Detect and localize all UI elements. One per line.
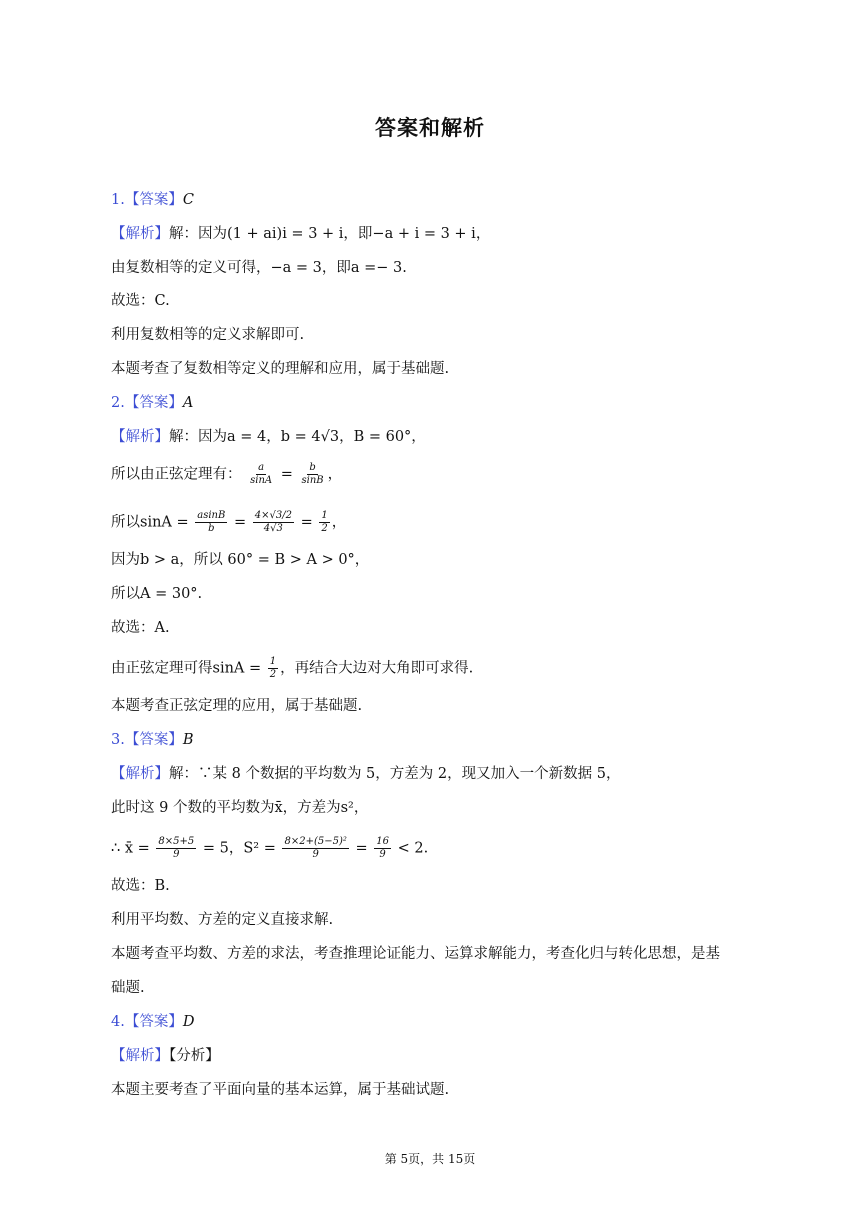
q3-line-4: 故选：B. bbox=[111, 878, 170, 894]
q4-answer-line bbox=[111, 1012, 194, 1032]
fraction-denominator: 9 bbox=[173, 849, 180, 860]
fraction-denominator: b bbox=[208, 523, 215, 534]
q3-l3-middle: = 5，S² = bbox=[202, 840, 276, 857]
q1-answer-line bbox=[111, 190, 194, 210]
punctuation: ， bbox=[327, 466, 343, 483]
fraction bbox=[248, 462, 274, 487]
q2-line-4: 因为b > a，所以 60° = B > A > 0°， bbox=[111, 552, 370, 568]
q3-line-6: 本题考查平均数、方差的求法，考查推理论证能力、运算求解能力，考查化归与转化思想，是基 bbox=[111, 946, 720, 962]
q4-analysis-line bbox=[111, 1046, 220, 1066]
fraction bbox=[319, 510, 329, 535]
q3-line-2: 此时这 9 个数的平均数为x̄，方差为s²， bbox=[111, 800, 369, 816]
q2-l2-prefix: 所以由正弦定理有： bbox=[111, 466, 242, 483]
q1-answer-value: C bbox=[182, 192, 194, 208]
fraction-numerator: 16 bbox=[376, 836, 389, 847]
fraction-denominator: 2 bbox=[269, 669, 277, 680]
page-title: 答案和解析 bbox=[375, 116, 485, 140]
fraction bbox=[253, 510, 294, 535]
q2-line-5: 所以A = 30°. bbox=[111, 586, 203, 602]
fraction-denominator: sinA bbox=[250, 475, 273, 486]
fraction bbox=[268, 656, 278, 681]
q2-line-6: 故选：A. bbox=[111, 620, 170, 636]
q1-line-2: 由复数相等的定义可得，−a = 3，即a =− 3. bbox=[111, 260, 407, 276]
q3-l3-suffix: < 2. bbox=[397, 840, 429, 857]
fraction-denominator: 9 bbox=[312, 849, 319, 860]
q3-answer-value: B bbox=[182, 732, 194, 748]
equals-sign: = bbox=[280, 466, 293, 483]
fraction-denominator: 2 bbox=[321, 523, 328, 534]
fraction-numerator: asinB bbox=[197, 510, 226, 521]
fraction bbox=[299, 462, 325, 487]
q2-answer-line bbox=[111, 393, 193, 413]
q1-analysis-line bbox=[111, 224, 490, 244]
q2-line-2 bbox=[111, 462, 342, 487]
fraction-denominator: 9 bbox=[379, 849, 386, 860]
q2-line-3: 所以sinA = $\frac{asinB}{b}$ = $\frac{4\times√3/2}{4√3}$ = $\frac{1}{2}$ ， bbox=[111, 510, 347, 534]
q1-analysis-tag: 【解析】 bbox=[111, 226, 169, 242]
q2-analysis-tag: 【解析】 bbox=[111, 429, 169, 445]
q2-line-8: 本题考查正弦定理的应用，属于基础题. bbox=[111, 698, 363, 714]
q1-answer-label: 1.【答案】 bbox=[111, 192, 183, 208]
q3-analysis-tag: 【解析】 bbox=[111, 766, 169, 782]
q4-answer-label: 4.【答案】 bbox=[111, 1014, 183, 1030]
q2-answer-value: A bbox=[182, 395, 194, 411]
q1-line-5: 本题考查了复数相等定义的理解和应用，属于基础题. bbox=[111, 361, 450, 377]
fraction-numerator: b bbox=[309, 462, 316, 473]
fraction bbox=[195, 510, 227, 535]
q3-analysis-line bbox=[111, 764, 620, 784]
q3-answer-label: 3.【答案】 bbox=[111, 732, 183, 748]
fraction-denominator: sinB bbox=[301, 475, 324, 486]
fraction-numerator: a bbox=[258, 462, 265, 473]
fraction-denominator: 4√3 bbox=[263, 523, 283, 534]
q2-l3-prefix: 所以sinA = bbox=[111, 514, 189, 531]
q3-line-7: 础题. bbox=[111, 980, 145, 996]
fraction-numerator: 1 bbox=[321, 510, 328, 521]
fraction-numerator: 4×√3/2 bbox=[254, 510, 292, 521]
q2-line-7 bbox=[111, 656, 473, 681]
q1-line-3: 故选：C. bbox=[111, 293, 170, 309]
q2-analysis-line bbox=[111, 427, 426, 447]
fraction-numerator: 8×5+5 bbox=[158, 836, 195, 847]
fraction bbox=[156, 836, 196, 861]
fraction bbox=[282, 836, 348, 861]
q3-l3-prefix: ∴ x̄ = bbox=[111, 840, 150, 857]
page-footer: 第 5页，共 15页 bbox=[384, 1152, 476, 1166]
fraction-numerator: 8×2+(5−5)² bbox=[284, 836, 347, 847]
q4-line-2: 本题主要考查了平面向量的基本运算，属于基础试题. bbox=[111, 1082, 450, 1098]
q3-answer-line bbox=[111, 730, 194, 750]
punctuation: ， bbox=[331, 514, 347, 531]
q2-l7-prefix: 由正弦定理可得sinA = bbox=[111, 660, 262, 677]
q3-analysis-text: 解：∵某 8 个数据的平均数为 5，方差为 2，现又加入一个新数据 5， bbox=[169, 766, 621, 782]
q1-analysis-text: 解：因为(1 + ai)i = 3 + i，即−a + i = 3 + i， bbox=[169, 226, 491, 242]
q4-analysis-text: 【分析】 bbox=[169, 1048, 220, 1064]
q3-line-5: 利用平均数、方差的定义直接求解. bbox=[111, 912, 334, 928]
q2-answer-label: 2.【答案】 bbox=[111, 395, 183, 411]
fraction-numerator: 1 bbox=[269, 656, 277, 667]
equals-sign: = bbox=[355, 840, 368, 857]
q2-l7-suffix: ，再结合大边对大角即可求得. bbox=[280, 660, 474, 677]
q4-answer-value: D bbox=[182, 1014, 195, 1030]
q4-analysis-tag: 【解析】 bbox=[111, 1048, 169, 1064]
q3-line-3 bbox=[111, 836, 428, 861]
q1-line-4: 利用复数相等的定义求解即可. bbox=[111, 327, 305, 343]
fraction bbox=[374, 836, 391, 861]
q2-analysis-text: 解：因为a = 4，b = 4√3，B = 60°， bbox=[169, 429, 426, 445]
